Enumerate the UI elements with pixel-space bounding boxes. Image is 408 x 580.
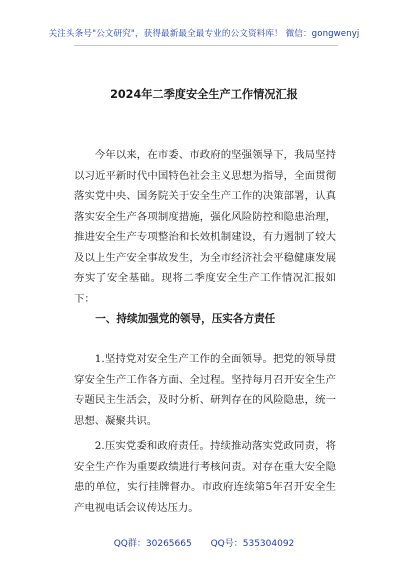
footer-qq-group: QQ群：30265665 <box>113 539 192 549</box>
header-divider <box>74 45 338 46</box>
item-paragraph-2: 2.压实党委和政府责任。持续推动落实党政同责，将安全生产作为重要政绩进行考核问责。对存在重大安全隐患的单位，实行挂牌督办。市政府连续第5年召开安全生产电视电话会议传达压力。 <box>74 440 336 514</box>
header-note: 关注头条号"公文研究"，获得最新最全最专业的公文资料库！ 微信：gongwenyj <box>48 29 360 39</box>
intro-paragraph: 今年以来，在市委、市政府的坚强领导下，我局坚持以习近平新时代中国特色社会主义思想为指导，全面贯彻落实党中央、国务院关于安全生产工作的决策部署，认真落实安全生产各项制度措施，强化风险防控和隐患治理，推进安全生产专项整治和长效机制建设，有力遏制了较大及以上生产安全事故发生，为全市经济社会平稳健康发展夯实了安全基础。现将二季度安全生产工作情况汇报如下： <box>74 149 336 305</box>
footer-contact <box>0 536 408 549</box>
item-paragraph-1: 1.坚持党对安全生产工作的全面领导。把党的领导贯穿安全生产工作各方面、全过程。坚持每月召开安全生产专题民主生活会，及时分析、研判存在的风险隐患，统一思想、凝聚共识。 <box>74 353 336 427</box>
section-heading-1: 一、持续加强党的领导，压实各方责任 <box>95 313 276 325</box>
footer-qq-number: QQ号：535304092 <box>210 539 295 549</box>
document-title: 2024年二季度安全生产工作情况汇报 <box>110 88 298 101</box>
